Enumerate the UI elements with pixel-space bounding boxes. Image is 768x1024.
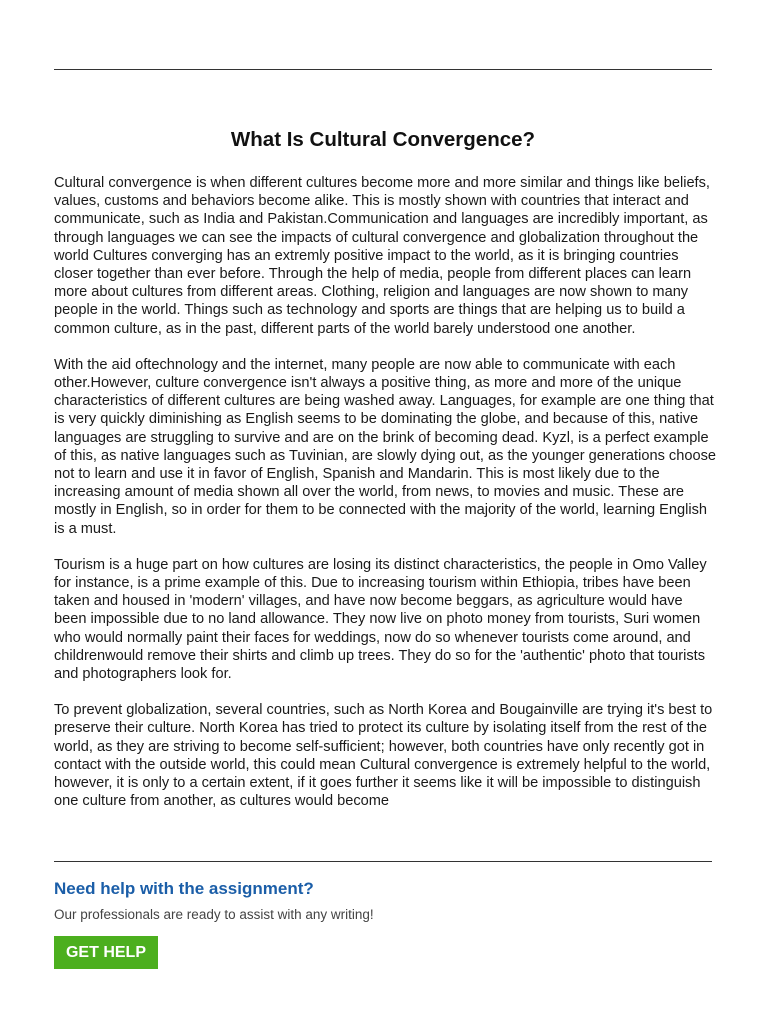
paragraph-1: Cultural convergence is when different cultures become more and more similar and things like beliefs, values, customs and behaviors become alike. This is mostly shown with countries that interact and communicate, such as India and Pakistan.Communication and languages are incredibly important, as through languages we can see the impacts of cultural convergence and globalization throughout the world Cultures converging has an extremly positive impact to the world, as it is bringing countries closer together than ever before. Through the help of media, people from different places can learn more about cultures from different areas. Clothing, religion and languages are now shown to many people in the world. Things such as technology and sports are things that are helping us to build a common culture, as in the past, different parts of the world barely understood one another.	[54, 175, 710, 337]
paragraph-2: With the aid oftechnology and the internet, many people are now able to communicate with each other.However, culture convergence isn't always a positive thing, as more and more of the unique characteristics of different cultures are being washed away. Languages, for example are one thing that is very quickly diminishing as English seems to be dominating the globe, and because of this, native languages are struggling to survive and are on the brink of becoming dead. Kyzl, is a perfect example of this, as native languages such as Tuvinian, are slowly dying out, as the younger generations choose not to learn and use it in favor of English, Spanish and Mandarin. This is most likely due to the increasing amount of media shown all over the world, from news, to movies and music. These are mostly in English, so in order for them to be connected with the majority of the world, learning English is a must.	[54, 356, 716, 537]
paragraph-3: Tourism is a huge part on how cultures are losing its distinct characteristics, the people in Omo Valley for instance, is a prime example of this. Due to increasing tourism within Ethiopia, tribes have been taken and housed in 'modern' villages, and have now become beggars, as agriculture would have been impossible due to no land allowance. They now live on photo money from tourists, Suri women who would normally paint their faces for weddings, now do so whenever tourists come around, and childrenwould remove their shirts and climb up trees. They do so for the 'authentic' photo that tourists and photographers look for.	[54, 556, 707, 683]
get-help-button[interactable]: GET HELP	[54, 936, 158, 969]
document-body	[54, 174, 716, 811]
paragraph-4: To prevent globalization, several countries, such as North Korea and Bougainville are trying it's best to preserve their culture. North Korea has tried to protect its culture by isolating itself from the rest of the world, as they are striving to become self-sufficient; however, both countries have only recently got in contact with the outside world, this could mean Cultural convergence is extremely helpful to the world, however, it is only to a certain extent, if it goes further it seems like it will be impossible to distinguish one culture from another, as cultures would become	[54, 702, 713, 810]
cta-subtext: Our professionals are ready to assist with any writing!	[54, 907, 374, 922]
document-title: What Is Cultural Convergence?	[230, 128, 536, 151]
bottom-divider	[54, 861, 712, 862]
top-divider	[54, 69, 712, 70]
cta-heading: Need help with the assignment?	[54, 879, 314, 898]
